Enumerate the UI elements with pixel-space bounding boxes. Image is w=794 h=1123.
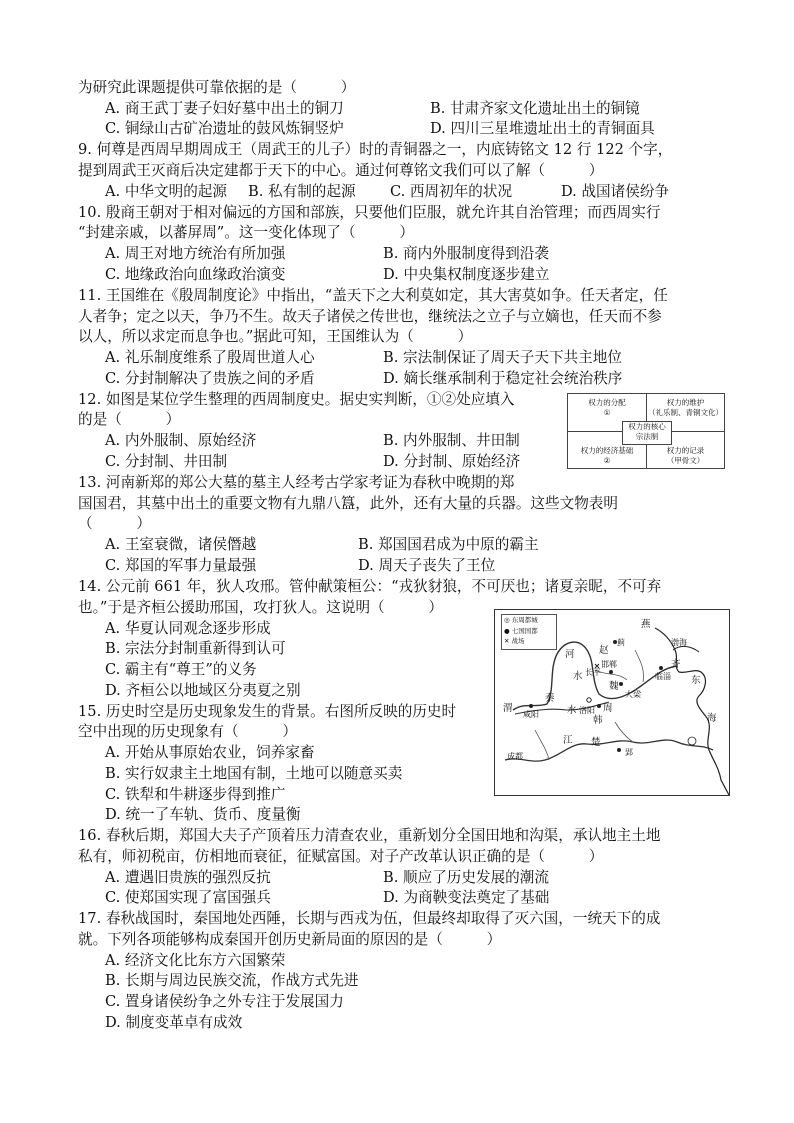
map-label-jiang: 江 bbox=[563, 735, 573, 746]
q14-option-d: D. 齐桓公以地域区分夷夏之别 bbox=[105, 682, 301, 699]
map-label-bohai: 渤海 bbox=[671, 638, 687, 647]
diagram-note: （甲骨文） bbox=[666, 456, 705, 465]
q14-option-c: C. 霸主有“尊王”的义务 bbox=[105, 661, 257, 678]
q11-option-a: A. 礼乐制度维系了殷周世道人心 bbox=[105, 349, 315, 366]
q10-stem-2: “封建亲戚，以蕃屏周”。这一变化体现了（ ） bbox=[78, 224, 414, 241]
q16-option-a: A. 遭遇旧贵族的强烈反抗 bbox=[105, 869, 271, 886]
map-label-luoyang: 洛阳 bbox=[579, 706, 595, 715]
q8-option-b: B. 甘肃齐家文化遗址出土的铜镜 bbox=[430, 100, 640, 117]
diagram-label: 权力的经济基础 bbox=[580, 446, 634, 455]
q17-option-a: A. 经济文化比东方六国繁荣 bbox=[105, 952, 286, 969]
q15-stem: 15. 历史时空是历史现象发生的背景。右图所反映的历史时 bbox=[78, 703, 457, 720]
q9-stem: 9. 何尊是西周早期周成王（周武王的儿子）时的青铜器之一，内底铸铭文 12 行 122 个字， bbox=[78, 141, 673, 158]
map-label-he: 河 bbox=[565, 649, 575, 660]
q10-option-b: B. 商内外服制度得到沿袭 bbox=[383, 245, 549, 262]
diagram-blank-1: ① bbox=[603, 408, 611, 417]
q11-stem-2: 人者争；定之以天，争乃不生。故天子诸侯之传世也，继统法之立子与立嫡也，任天而不参 bbox=[78, 308, 662, 325]
map-label-shui: 水 bbox=[573, 671, 583, 682]
q10-stem: 10. 殷商王朝对于相对偏远的方国和部族，只要他们臣服，就允许其自治管理；而西周实行 bbox=[78, 204, 661, 221]
map-legend bbox=[501, 614, 557, 650]
q13-stem-3: （ ） bbox=[78, 515, 151, 532]
q14-option-b: B. 宗法分封制重新得到认可 bbox=[105, 640, 286, 657]
legend-item: ✕ 战场 bbox=[504, 637, 525, 645]
q11-option-b: B. 宗法制保证了周天子天下共主地位 bbox=[383, 349, 622, 366]
q8-stem-tail: 为研究此课题提供可靠依据的是（ ） bbox=[78, 79, 356, 96]
map-label-zhao: 赵 bbox=[599, 645, 609, 656]
q13-option-d: D. 周天子丧失了王位 bbox=[358, 557, 496, 574]
q17-stem: 17. 春秋战国时，秦国地处西陲，长期与西戎为伍，但最终却取得了灭六国，一统天下的成 bbox=[78, 910, 661, 927]
map-label-chu: 楚 bbox=[591, 737, 601, 748]
map-label-han: 韩 bbox=[593, 715, 603, 726]
diagram-label: 权力的核心 bbox=[628, 422, 666, 431]
q9-option-a: A. 中华文明的起源 bbox=[105, 183, 227, 200]
q15-option-d: D. 统一了车轨、货币、度量衡 bbox=[105, 806, 301, 823]
q14-option-a: A. 华夏认同观念逐步形成 bbox=[105, 620, 271, 637]
q9-stem-2: 提到周武王灭商后决定建都于天下的中心。通过何尊铭文我们可以了解（ ） bbox=[78, 162, 604, 179]
map-label-qi: 齐 bbox=[671, 659, 681, 670]
map-label-ji: 蓟 bbox=[617, 638, 625, 647]
map-label-changping: 长平 bbox=[585, 668, 601, 677]
diagram-label: 权力的维护 bbox=[666, 398, 705, 407]
diagram-power-distribution bbox=[568, 398, 646, 418]
q15-stem-2: 空中出现的历史现象有（ ） bbox=[78, 723, 297, 740]
map-label-chengdu: 成都 bbox=[507, 752, 523, 761]
q13-stem: 13. 河南新郑的郑公大墓的墓主人经考古学家考证为春秋中晚期的郑 bbox=[78, 474, 515, 491]
q9-option-d: D. 战国诸侯纷争 bbox=[561, 183, 670, 200]
map-label-zhou: 周 bbox=[603, 703, 613, 714]
q12-option-d: D. 分封制、原始经济 bbox=[383, 453, 521, 470]
q9-option-c: C. 西周初年的状况 bbox=[390, 183, 513, 200]
diagram-blank-2: ② bbox=[603, 456, 611, 465]
q16-stem: 16. 春秋后期，郑国大夫子产顶着压力清查农业，重新划分全国田地和沟渠，承认地主土地 bbox=[78, 827, 661, 844]
map-label-shui-2: 水 bbox=[567, 705, 577, 716]
zhou-system-diagram bbox=[567, 393, 725, 469]
q16-option-b: B. 顺应了历史发展的潮流 bbox=[383, 869, 549, 886]
q16-option-c: C. 使郑国实现了富国强兵 bbox=[105, 889, 271, 906]
diagram-economic-base bbox=[568, 446, 646, 466]
q12-stem-2: 的是（ ） bbox=[78, 411, 181, 428]
q11-option-c: C. 分封制解决了贵族之间的矛盾 bbox=[105, 370, 315, 387]
map-label-qin: 秦 bbox=[545, 693, 555, 704]
q17-option-b: B. 长期与周边民族交流，作战方式先进 bbox=[105, 972, 359, 989]
map-label-xianyang: 咸阳 bbox=[523, 710, 539, 719]
diagram-note: （礼乐制、青铜文化） bbox=[648, 408, 723, 417]
q9-option-b: B. 私有制的起源 bbox=[248, 183, 356, 200]
legend-item: ● 七国国都 bbox=[504, 626, 538, 635]
q14-stem-2: 也。”于是齐桓公援助邢国，攻打狄人。这说明（ ） bbox=[78, 599, 444, 616]
diagram-core bbox=[622, 421, 672, 445]
diagram-power-record bbox=[647, 446, 724, 466]
map-label-wei-river: 渭 bbox=[503, 703, 513, 714]
q12-option-b: B. 内外服制、井田制 bbox=[383, 432, 520, 449]
q16-option-d: D. 为商鞅变法奠定了基础 bbox=[383, 889, 550, 906]
q10-option-a: A. 周王对地方统治有所加强 bbox=[105, 245, 286, 262]
q17-stem-2: 就。下列各项能够构成秦国开创历史新局面的原因的是（ ） bbox=[78, 931, 502, 948]
q10-option-d: D. 中央集权制度逐步建立 bbox=[383, 266, 550, 283]
legend-label: 七国国都 bbox=[511, 626, 538, 635]
map-label-yan: 燕 bbox=[641, 619, 651, 630]
legend-label: 战场 bbox=[511, 637, 525, 645]
q15-option-c: C. 铁犁和牛耕逐步得到推广 bbox=[105, 786, 286, 803]
q13-option-c: C. 郑国的军事力量最强 bbox=[105, 557, 257, 574]
q8-option-d: D. 四川三星堆遗址出土的青铜面具 bbox=[430, 120, 655, 137]
q15-option-a: A. 开始从事原始农业，饲养家畜 bbox=[105, 744, 315, 761]
map-label-linzi: 临淄 bbox=[655, 672, 671, 681]
map-label-hai: 海 bbox=[707, 713, 717, 724]
q8-option-c: C. 铜绿山古矿冶遗址的鼓风炼铜竖炉 bbox=[105, 120, 344, 137]
q13-option-a: A. 王室衰微，诸侯僭越 bbox=[105, 536, 257, 553]
q12-option-c: C. 分封制、井田制 bbox=[105, 453, 228, 470]
q12-stem: 12. 如图是某位学生整理的西周制度史。据史实判断，①②处应填入 bbox=[78, 391, 515, 408]
diagram-label: 宗法制 bbox=[635, 432, 659, 441]
map-label-ying: 郢 bbox=[625, 748, 633, 757]
legend-item: ◎ 东周都城 bbox=[504, 616, 538, 624]
q8-option-a: A. 商王武丁妻子妇好墓中出土的铜刀 bbox=[105, 100, 344, 117]
map-label-dong: 东 bbox=[691, 675, 701, 686]
q12-option-a: A. 内外服制、原始经济 bbox=[105, 432, 257, 449]
map-label-wei: 魏 bbox=[609, 681, 619, 692]
q15-option-b: B. 实行奴隶主土地国有制，土地可以随意买卖 bbox=[105, 765, 403, 782]
q14-stem: 14. 公元前 661 年，狄人攻邢。管仲献策桓公：“戎狄豺狼，不可厌也；诸夏亲昵，不可弃 bbox=[78, 578, 662, 595]
map-label-handan: 邯郸 bbox=[601, 660, 617, 669]
q17-option-d: D. 制度变革卓有成效 bbox=[105, 1014, 243, 1031]
map-label-daliang: 大梁 bbox=[625, 690, 641, 699]
diagram-power-maintenance bbox=[647, 398, 724, 418]
q13-option-b: B. 郑国国君成为中原的霸主 bbox=[358, 536, 539, 553]
warring-states-map bbox=[494, 609, 730, 796]
q10-option-c: C. 地缘政治向血缘政治演变 bbox=[105, 266, 286, 283]
q16-stem-2: 私有，师初税亩，仿相地而衰征，征赋富国。对子产改革认识正确的是（ ） bbox=[78, 848, 604, 865]
legend-label: 东周都城 bbox=[511, 616, 538, 624]
diagram-label: 权力的记录 bbox=[666, 446, 705, 455]
q11-option-d: D. 嫡长继承制利于稳定社会统治秩序 bbox=[383, 370, 623, 387]
q11-stem: 11. 王国维在《殷周制度论》中指出，“盖天下之大利莫如定，其大害莫如争。任天者定，任 bbox=[78, 287, 668, 304]
q13-stem-2: 国国君，其墓中出土的重要文物有九鼎八簋，此外，还有大量的兵器。这些文物表明 bbox=[78, 495, 618, 512]
diagram-label: 权力的分配 bbox=[588, 398, 626, 407]
q11-stem-3: 以人，所以求定而息争也。”据此可知，王国维认为（ ） bbox=[78, 328, 473, 345]
q17-option-c: C. 置身诸侯纷争之外专注于发展国力 bbox=[105, 993, 344, 1010]
